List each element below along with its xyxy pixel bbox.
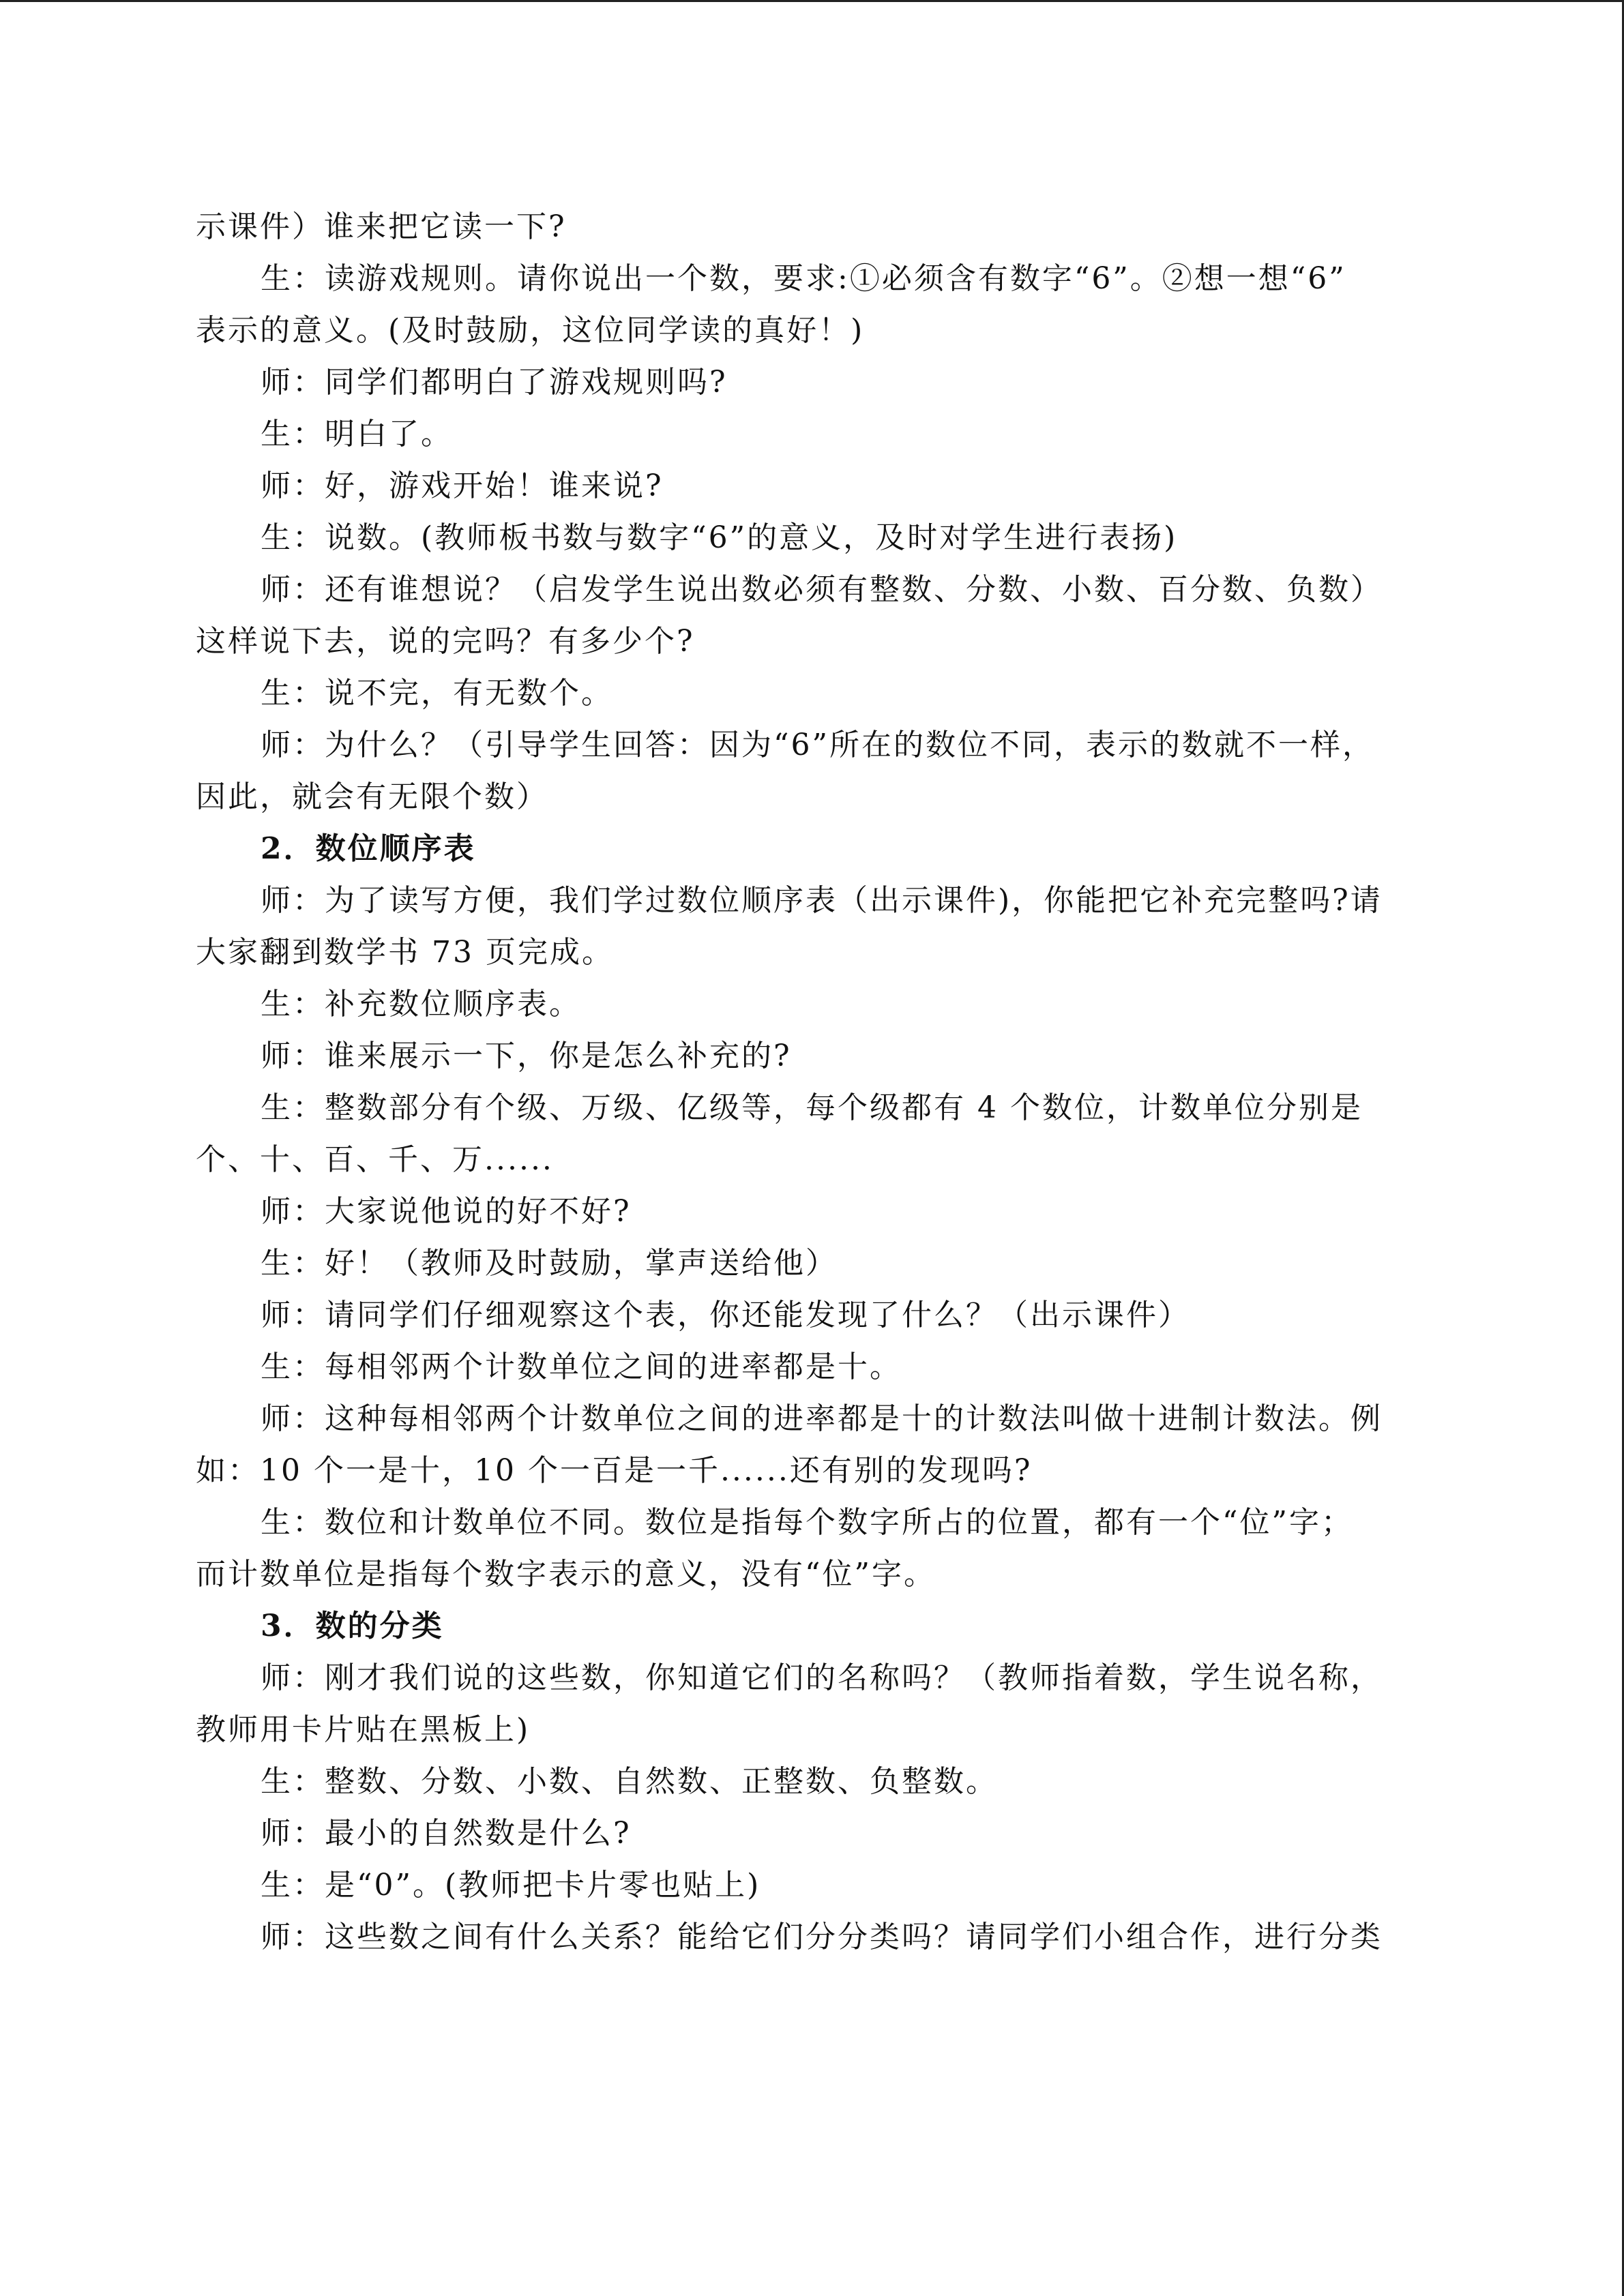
text-line: 师：为了读写方便，我们学过数位顺序表（出示课件)，你能把它补充完整吗?请 bbox=[261, 883, 1383, 918]
text-line: 教师用卡片贴在黑板上) bbox=[196, 1712, 531, 1747]
text-line: 生：说数。(教师板书数与数字“6”的意义，及时对学生进行表扬) bbox=[261, 520, 1178, 555]
text-line: 师：这种每相邻两个计数单位之间的进率都是十的计数法叫做十进制计数法。例 bbox=[261, 1401, 1383, 1436]
text-line: 生：读游戏规则。请你说出一个数，要求:①必须含有数字“6”。②想一想“6” bbox=[261, 261, 1346, 296]
text-line: 示课件）谁来把它读一下? bbox=[196, 209, 567, 244]
text-line: 生：说不完，有无数个。 bbox=[261, 676, 613, 711]
text-line: 生：明白了。 bbox=[261, 417, 453, 451]
text-line: 师：好，游戏开始！谁来说? bbox=[261, 468, 664, 503]
text-line: 师：谁来展示一下，你是怎么补充的? bbox=[261, 1039, 792, 1073]
text-line: 生：好！（教师及时鼓励，掌声送给他） bbox=[261, 1246, 838, 1281]
text-line: 大家翻到数学书 73 页完成。 bbox=[196, 935, 614, 970]
text-line: 生：数位和计数单位不同。数位是指每个数字所占的位置，都有一个“位”字； bbox=[261, 1505, 1353, 1540]
section-heading: 3．数的分类 bbox=[261, 1609, 444, 1643]
text-line: 师：这些数之间有什么关系？能给它们分分类吗？请同学们小组合作，进行分类 bbox=[261, 1920, 1383, 1954]
text-line: 表示的意义。(及时鼓励，这位同学读的真好！) bbox=[196, 313, 865, 348]
text-line: 师：还有谁想说？（启发学生说出数必须有整数、分数、小数、百分数、负数） bbox=[261, 572, 1383, 607]
text-line: 师：为什么？（引导学生回答：因为“6”所在的数位不同，表示的数就不一样， bbox=[261, 728, 1374, 762]
text-line: 因此，就会有无限个数） bbox=[196, 779, 548, 814]
page-top-border bbox=[0, 0, 1624, 2]
text-line: 这样说下去，说的完吗？有多少个? bbox=[196, 624, 695, 659]
text-line: 而计数单位是指每个数字表示的意义，没有“位”字。 bbox=[196, 1557, 936, 1592]
text-line: 师：最小的自然数是什么? bbox=[261, 1816, 632, 1851]
text-line: 师：大家说他说的好不好? bbox=[261, 1194, 632, 1229]
text-line: 生：每相邻两个计数单位之间的进率都是十。 bbox=[261, 1350, 902, 1384]
section-heading: 2．数位顺序表 bbox=[261, 831, 476, 866]
document-page bbox=[196, 201, 1406, 1963]
text-line: 生：整数部分有个级、万级、亿级等，每个级都有 4 个数位，计数单位分别是 bbox=[261, 1090, 1363, 1125]
text-line: 生：补充数位顺序表。 bbox=[261, 987, 581, 1022]
text-line: 生：是“0”。(教师把卡片零也贴上) bbox=[261, 1868, 761, 1903]
text-line: 师：刚才我们说的这些数，你知道它们的名称吗？（教师指着数，学生说名称， bbox=[261, 1660, 1383, 1695]
text-line: 个、十、百、千、万...... bbox=[196, 1142, 554, 1177]
text-line: 如：10 个一是十，10 个一百是一千......还有别的发现吗? bbox=[196, 1453, 1033, 1488]
text-line: 生：整数、分数、小数、自然数、正整数、负整数。 bbox=[261, 1764, 998, 1799]
text-line: 师：请同学们仔细观察这个表，你还能发现了什么？（出示课件） bbox=[261, 1298, 1190, 1332]
text-line: 师：同学们都明白了游戏规则吗? bbox=[261, 365, 728, 400]
